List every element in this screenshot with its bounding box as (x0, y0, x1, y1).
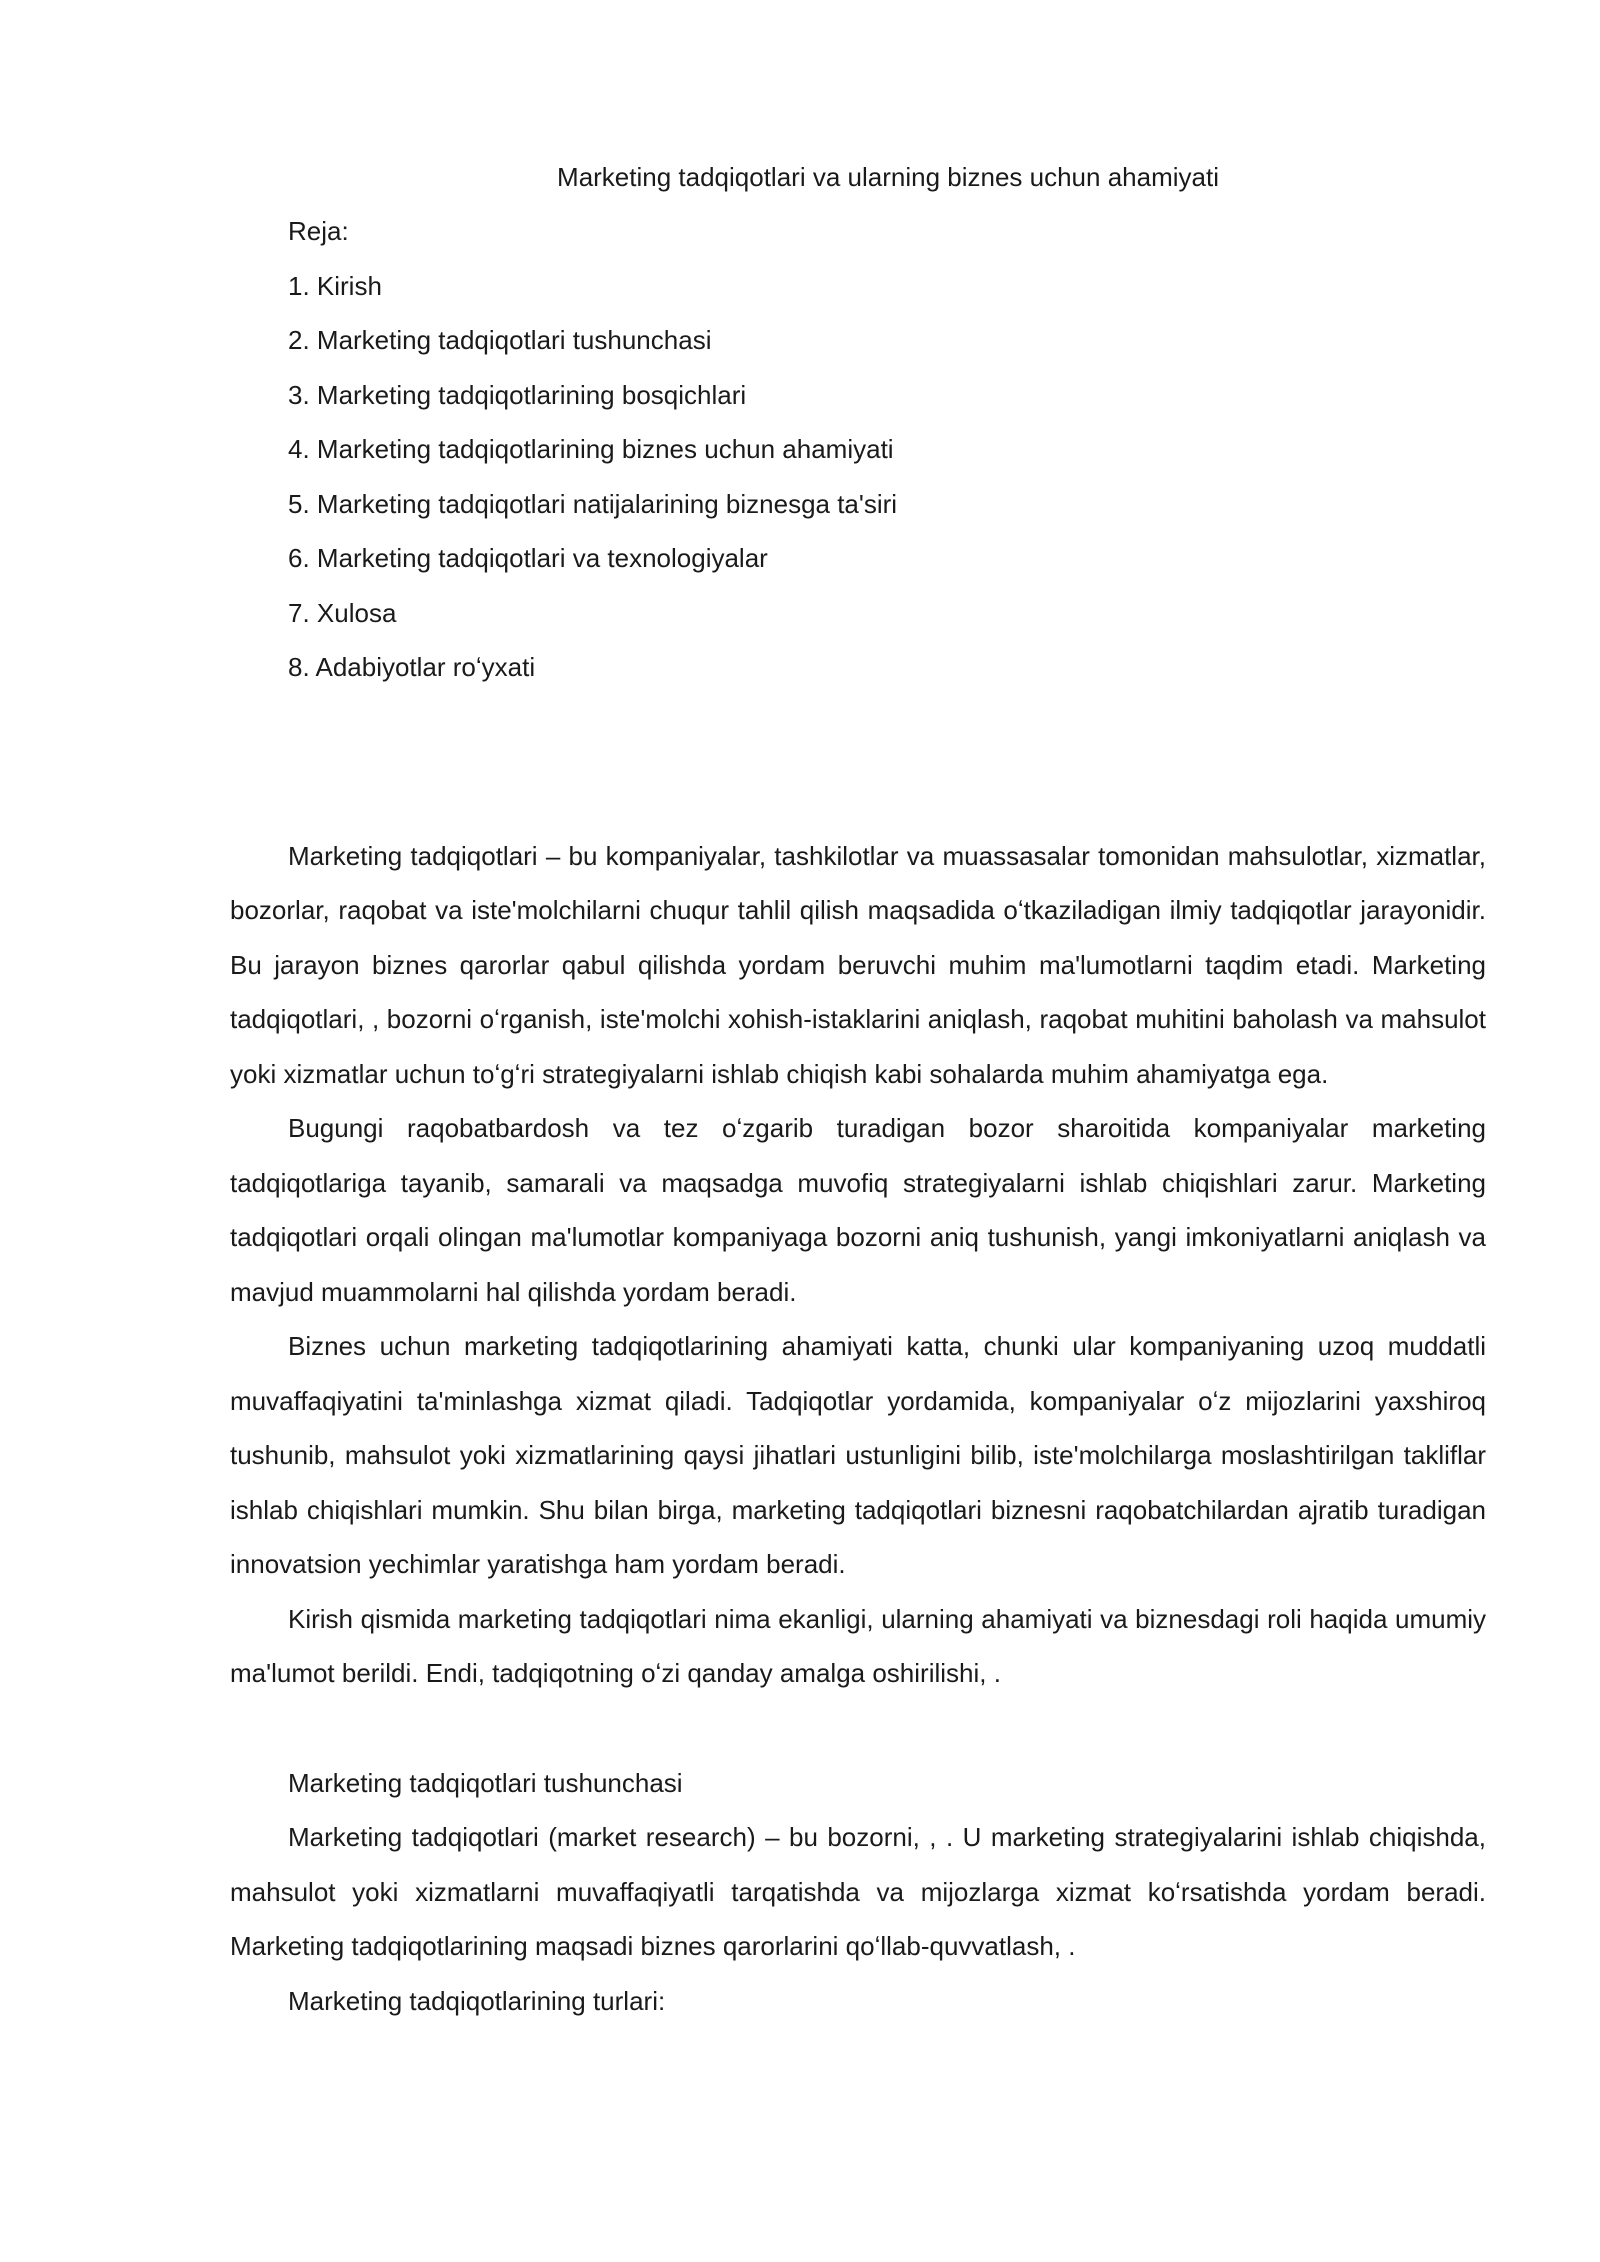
intro-paragraph: Biznes uchun marketing tadqiqotlarining ahamiyati katta, chunki ular kompaniyaning uzoq muddatli muvaffaqiyatini ta'minlashga xizmat qiladi. Tadqiqotlar yordamida, kompaniyalar oʻz mijozlarini yaxshiroq tushunib, mahsulot yoki xizmatlarining qaysi jihatlari ustunligini bilib, iste'molchilarga moslashtirilgan takliflar ishlab chiqishlari mumkin. Shu bilan birga, marketing tadqiqotlari biznesni raqobatchilardan ajratib turadigan innovatsion yechimlar yaratishga ham yordam beradi. (230, 1331, 1486, 1579)
plan-item: 8. Adabiyotlar roʻyxati (288, 652, 536, 682)
plan-list (230, 259, 1486, 695)
spacer (230, 695, 1486, 829)
plan-item: 3. Marketing tadqiqotlarining bosqichlari (288, 379, 747, 410)
document-title: Marketing tadqiqotlari va ularning biznes uchun ahamiyati (557, 162, 1219, 192)
plan-label: Reja: (288, 216, 349, 246)
intro-paragraph: Kirish qismida marketing tadqiqotlari nima ekanligi, ularning ahamiyati va biznesdagi roli haqida umumiy ma'lumot berildi. Endi, tadqiqotning oʻzi qanday amalga oshirilishi, . (230, 1603, 1486, 1688)
section-paragraph: Marketing tadqiqotlarining turlari: (288, 1985, 666, 2016)
plan-item: 5. Marketing tadqiqotlari natijalarining biznesga ta'siri (288, 488, 898, 519)
intro-paragraph: Bugungi raqobatbardosh va tez oʻzgarib turadigan bozor sharoitida kompaniyalar marketing tadqiqotlariga tayanib, samarali va maqsadga muvofiq strategiyalarni ishlab chiqishlari zarur. Marketing tadqiqotlari orqali olingan ma'lumotlar kompaniyaga bozorni aniq tushunish, yangi imkoniyatlarni aniqlash va mavjud muammolarni hal qilishda yordam beradi. (230, 1113, 1486, 1307)
plan-item: 1. Kirish (288, 270, 382, 301)
plan-item: 7. Xulosa (288, 597, 397, 628)
plan-item: 2. Marketing tadqiqotlari tushunchasi (288, 325, 712, 355)
section-paragraph: Marketing tadqiqotlari (market research) – bu bozorni, , . U marketing strategiyalarini ishlab chiqishda, mahsulot yoki xizmatlarni muvaffaqiyatli tarqatishda va mijozlarga xizmat koʻrsatishda yordam beradi. Marketing tadqiqotlarining maqsadi biznes qarorlarini qoʻllab-quvvatlash, . (230, 1822, 1486, 1961)
intro-paragraph: Marketing tadqiqotlari – bu kompaniyalar, tashkilotlar va muassasalar tomonidan mahsulotlar, xizmatlar, bozorlar, raqobat va iste'molchilarni chuqur tahlil qilish maqsadida oʻtkaziladigan ilmiy tadqiqotlar jarayonidir. Bu jarayon biznes qarorlar qabul qilishda yordam beruvchi muhim ma'lumotlarni taqdim etadi. Marketing tadqiqotlari, , bozorni oʻrganish, iste'molchi xohish-istaklarini aniqlash, raqobat muhitini baholash va mahsulot yoki xizmatlar uchun toʻgʻri strategiyalarni ishlab chiqish kabi sohalarda muhim ahamiyatga ega. (230, 840, 1486, 1089)
plan-item: 6. Marketing tadqiqotlari va texnologiyalar (288, 543, 768, 573)
section-heading: Marketing tadqiqotlari tushunchasi (288, 1767, 683, 1798)
spacer (230, 1701, 1486, 1756)
plan-item: 4. Marketing tadqiqotlarining biznes uchun ahamiyati (288, 434, 894, 464)
